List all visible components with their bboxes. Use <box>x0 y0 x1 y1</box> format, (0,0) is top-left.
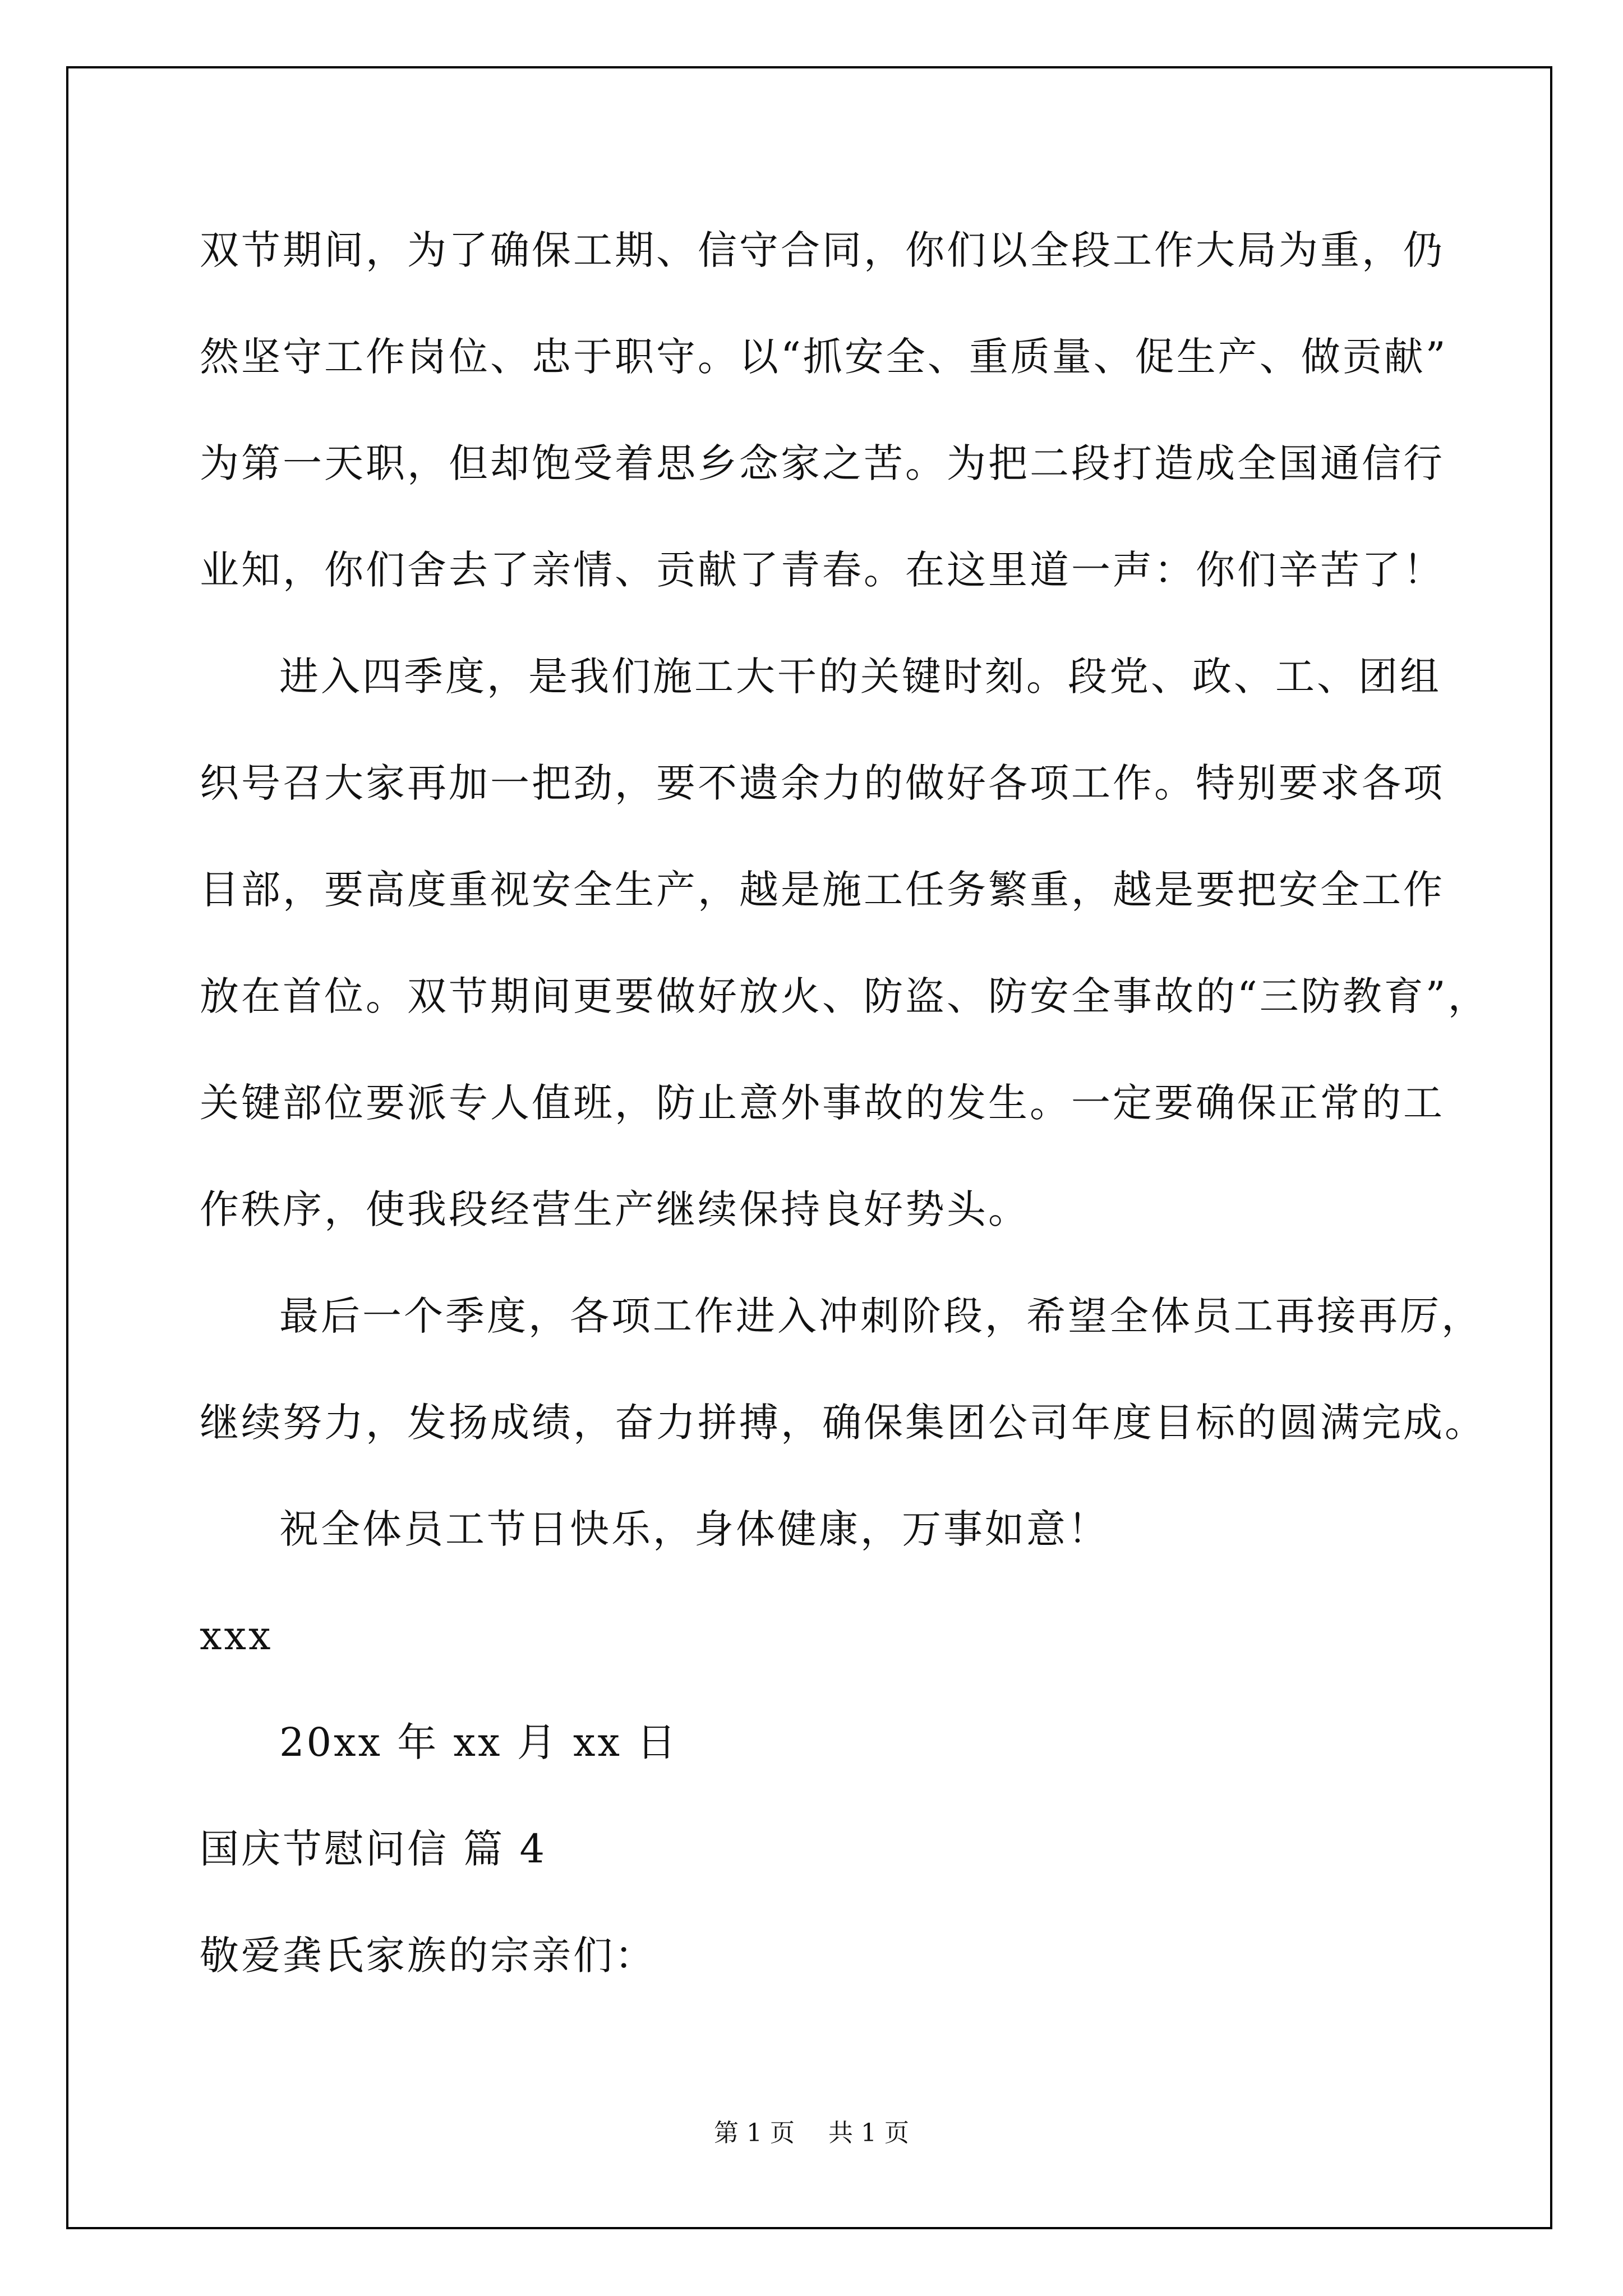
paragraph-line: 业知，你们舍去了亲情、贡献了青春。在这里道一声：你们辛苦了！ <box>200 547 1445 593</box>
page-footer <box>0 2118 1623 2149</box>
paragraph-line: 继续努力，发扬成绩，奋力拼搏，确保集团公司年度目标的圆满完成。 <box>200 1400 1486 1446</box>
closing-wish: 祝全体员工节日快乐，身体健康，万事如意！ <box>279 1506 1109 1552</box>
salutation: 敬爱龚氏家族的宗亲们： <box>200 1932 656 1978</box>
page-number: 第 1 页 <box>714 2119 795 2147</box>
page-total: 共 1 页 <box>828 2119 909 2147</box>
document-body <box>200 213 1490 2025</box>
paragraph-line: 进入四季度，是我们施工大干的关键时刻。段党、政、工、团组 <box>279 654 1441 700</box>
paragraph-line: 最后一个季度，各项工作进入冲刺阶段，希望全体员工再接再厉， <box>279 1293 1483 1339</box>
signature: xxx <box>200 1613 273 1659</box>
date-line: 20xx 年 xx 月 xx 日 <box>279 1719 679 1765</box>
paragraph-line: 为第一天职，但却饱受着思乡念家之苦。为把二段打造成全国通信行 <box>200 440 1445 486</box>
paragraph-line: 放在首位。双节期间更要做好放火、防盗、防安全事故的“三防教育”， <box>200 973 1490 1019</box>
paragraph-line: 作秩序，使我段经营生产继续保持良好势头。 <box>200 1186 1030 1232</box>
paragraph-line: 织号召大家再加一把劲，要不遗余力的做好各项工作。特别要求各项 <box>200 760 1445 806</box>
paragraph-line: 双节期间，为了确保工期、信守合同，你们以全段工作大局为重，仍 <box>200 227 1445 273</box>
section-heading: 国庆节慰问信 篇 4 <box>200 1826 547 1872</box>
paragraph-line: 关键部位要派专人值班，防止意外事故的发生。一定要确保正常的工 <box>200 1080 1445 1126</box>
paragraph-line: 目部，要高度重视安全生产，越是施工任务繁重，越是要把安全工作 <box>200 867 1445 913</box>
paragraph-line: 然坚守工作岗位、忠于职守。以“抓安全、重质量、促生产、做贡献” <box>200 334 1448 380</box>
